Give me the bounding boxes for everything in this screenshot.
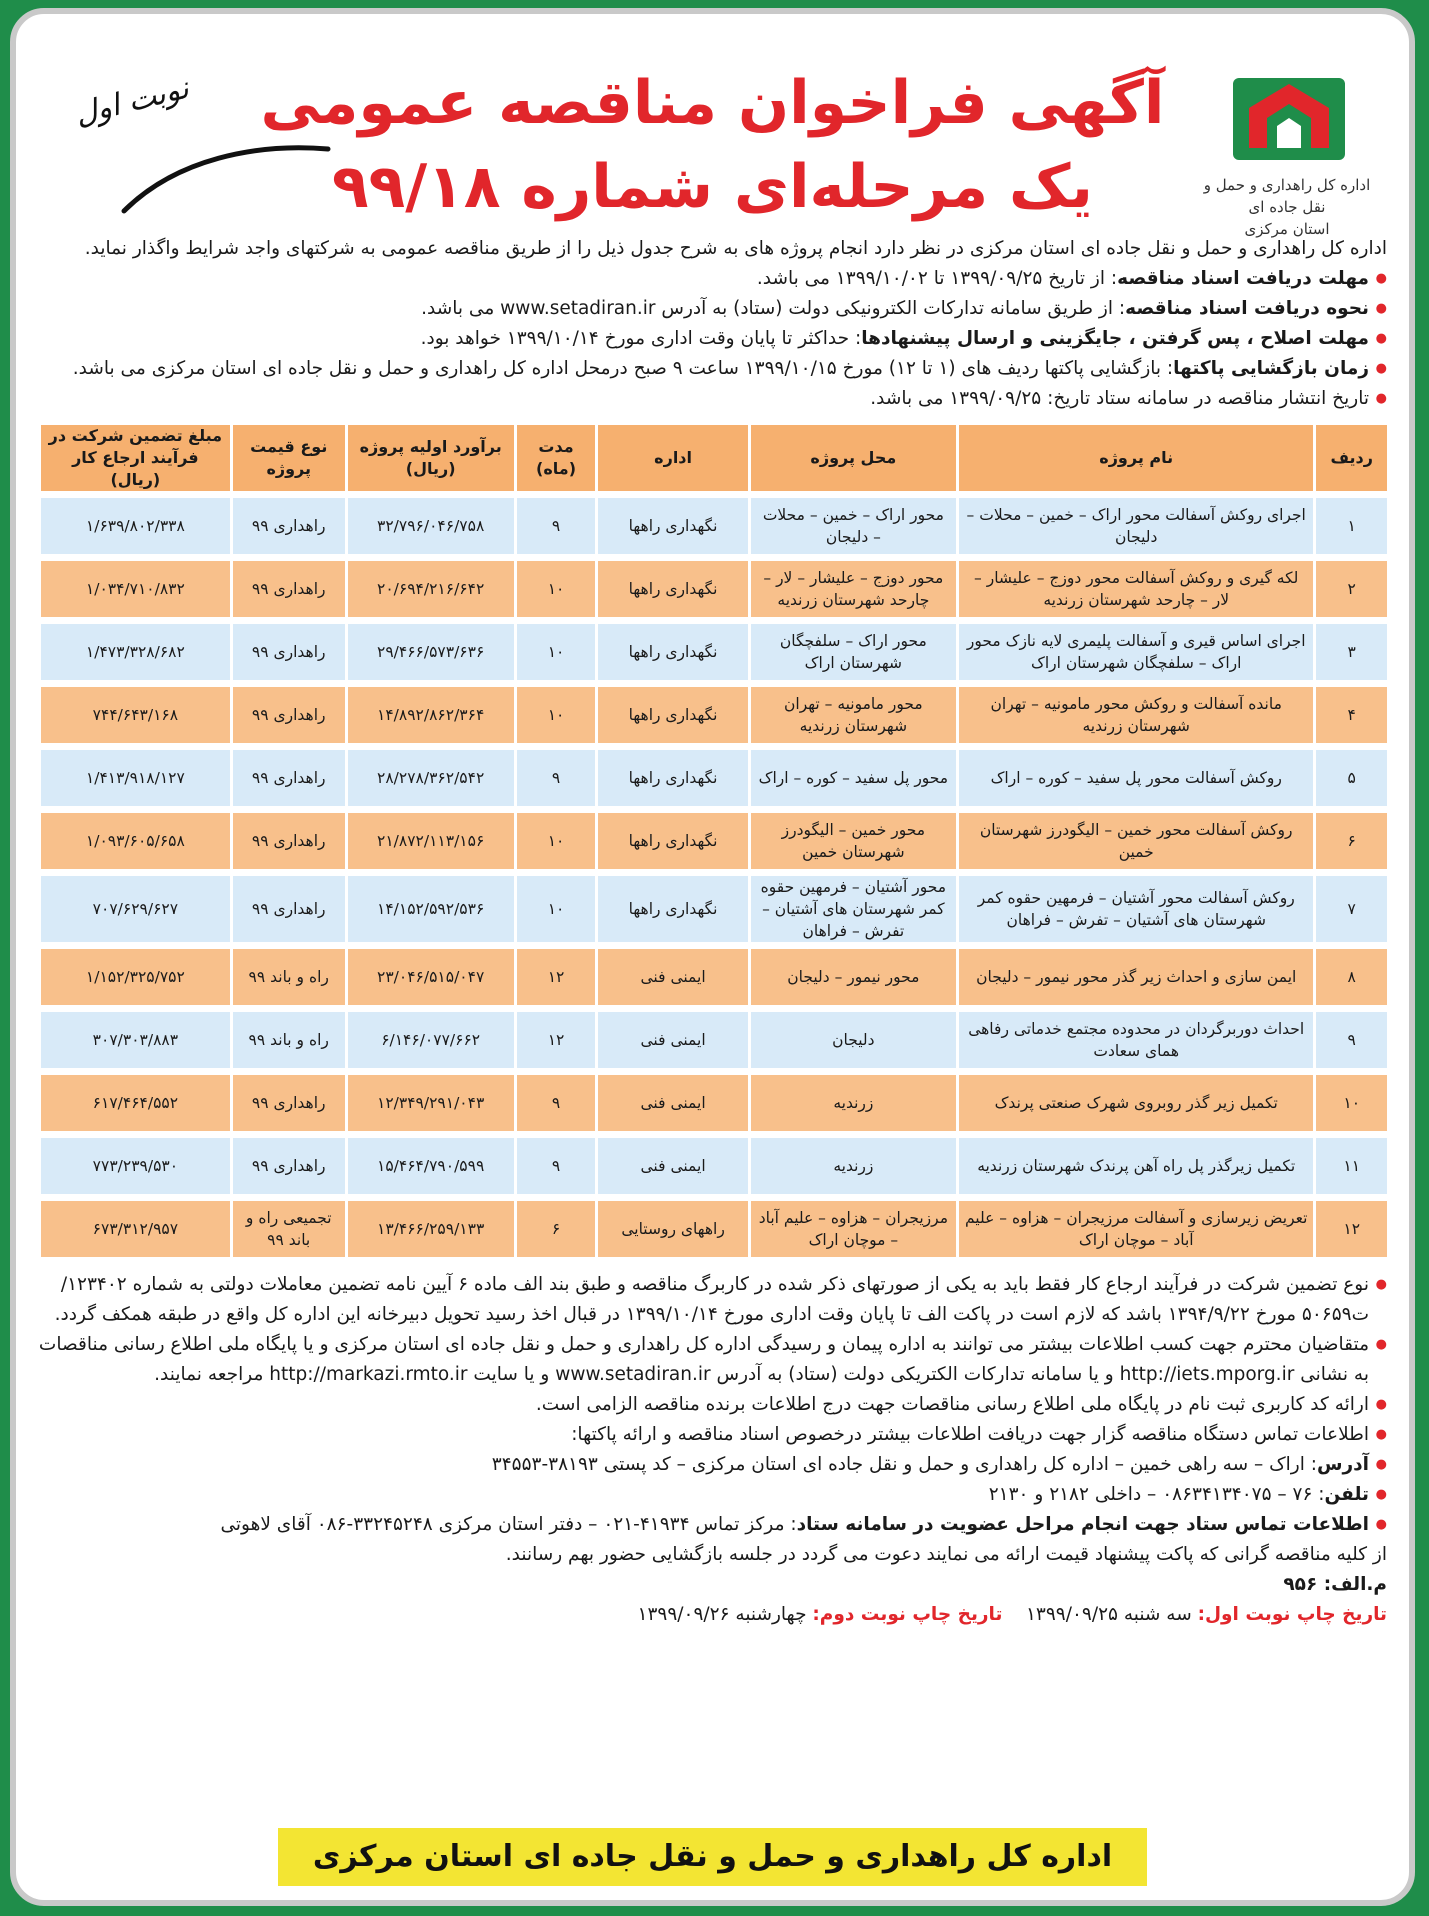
table-row (38, 1138, 1387, 1194)
cell-price-type: تجمیعی راه و باند ۹۹ (230, 1201, 345, 1257)
cell-office: ایمنی فنی (595, 1138, 747, 1194)
col-header-location: محل پروژه (748, 425, 956, 491)
col-header-duration: مدت (ماه) (514, 425, 596, 491)
cell-row-no: ۲ (1313, 561, 1387, 617)
col-header-row-no: ردیف (1313, 425, 1387, 491)
col-header-office: اداره (595, 425, 747, 491)
intro-item-3-text: : حداکثر تا پایان وقت اداری مورخ ۱۳۹۹/۱۰/۱۴ خواهد بود. (420, 328, 862, 349)
cell-price-type: راهداری ۹۹ (230, 876, 345, 942)
cell-office: نگهداری راهها (595, 813, 747, 869)
note-phone (38, 1480, 1387, 1510)
cell-project-name: تکمیل زیر گذر روبروی شهرک صنعتی پرندک (956, 1075, 1313, 1131)
col-header-project-name: نام پروژه (956, 425, 1313, 491)
table-row (38, 750, 1387, 806)
cell-estimate: ۶/۱۴۶/۰۷۷/۶۶۲ (345, 1012, 514, 1068)
print-first-date: سه شنبه ۱۳۹۹/۰۹/۲۵ (1025, 1604, 1192, 1625)
cell-office: نگهداری راهها (595, 498, 747, 554)
cell-duration: ۱۰ (514, 876, 596, 942)
cell-bond: ۱/۴۱۳/۹۱۸/۱۲۷ (38, 750, 230, 806)
cell-project-name: اجرای اساس قیری و آسفالت پلیمری لایه نازک محور اراک – سلفچگان شهرستان اراک (956, 624, 1313, 680)
intro-item-2-label: نحوه دریافت اسناد مناقصه (1125, 298, 1369, 319)
note-2-text: متقاضیان محترم جهت کسب اطلاعات بیشتر می توانند به اداره پیمان و رسیدگی اداره کل راهداری و حمل و نقل جاده ای استان مرکزی و یا پایگاه ملی اطلاع رسانی مناقصات به نشانی http://iets.mporg.ir و یا سامانه تدارکات الکتریکی دولت (ستاد) به آدرس www.setadiran.ir و یا سایت http://markazi.rmto.ir مراجعه نمایند. (38, 1334, 1369, 1385)
note-3-text: ارائه کد کاربری ثبت نام در پایگاه ملی اطلاع رسانی مناقصات جهت درج اطلاعات برنده مناقصه الزامی است. (535, 1394, 1369, 1415)
cell-price-type: راهداری ۹۹ (230, 624, 345, 680)
cell-location: محور پل سفید – کوره – اراک (748, 750, 956, 806)
cell-row-no: ۱ (1313, 498, 1387, 554)
print-dates (38, 1600, 1387, 1630)
cell-office: نگهداری راهها (595, 687, 747, 743)
note-setad-label: اطلاعات تماس ستاد جهت انجام مراحل عضویت در سامانه ستاد (796, 1514, 1369, 1535)
cell-project-name: مانده آسفالت و روکش محور مامونیه – تهران شهرستان زرندیه (956, 687, 1313, 743)
cell-duration: ۱۲ (514, 949, 596, 1005)
cell-project-name: احداث دوربرگردان در محدوده مجتمع خدماتی رفاهی همای سعادت (956, 1012, 1313, 1068)
note-1 (38, 1270, 1387, 1330)
intro-item-2 (38, 294, 1387, 324)
cell-office: نگهداری راهها (595, 876, 747, 942)
intro-item-4-label: زمان بازگشایی پاکتها (1173, 358, 1369, 379)
intro-item-3 (38, 324, 1387, 354)
intro-item-2-text: : از طریق سامانه تدارکات الکترونیکی دولت (ستاد) به آدرس www.setadiran.ir می باشد. (421, 298, 1126, 319)
cell-location: محور اراک – سلفچگان شهرستان اراک (748, 624, 956, 680)
header (38, 34, 1387, 238)
note-address-label: آدرس (1316, 1454, 1369, 1475)
print-second-label: تاریخ چاپ نوبت دوم: (812, 1604, 1003, 1625)
cell-location: محور دوزج – علیشار – لار – چارحد شهرستان زرندیه (748, 561, 956, 617)
col-header-price-type: نوع قیمت پروژه (230, 425, 345, 491)
table-row (38, 949, 1387, 1005)
swoosh-decoration (116, 129, 336, 219)
cell-row-no: ۵ (1313, 750, 1387, 806)
cell-duration: ۱۲ (514, 1012, 596, 1068)
cell-price-type: راهداری ۹۹ (230, 1138, 345, 1194)
note-1-text: نوع تضمین شرکت در فرآیند ارجاع کار فقط باید به یکی از صورتهای ذکر شده در کاربرگ مناقصه و طبق بند الف ماده ۶ آیین نامه تضمین معاملات دولتی به شماره ۱۲۳۴۰۲/ت۵۰۶۵۹ مورخ ۱۳۹۴/۹/۲۲ باشد که لازم است در پاکت الف تا پایان وقت اداری مورخ ۱۳۹۹/۱۰/۱۴ در قبال اخذ رسید تحویل دبیرخانه این اداره کل واقع در طبقه همکف گردد. (54, 1274, 1369, 1325)
cell-row-no: ۳ (1313, 624, 1387, 680)
cell-estimate: ۲۱/۸۷۲/۱۱۳/۱۵۶ (345, 813, 514, 869)
intro-item-5 (38, 384, 1387, 414)
table-row (38, 687, 1387, 743)
cell-bond: ۱/۶۳۹/۸۰۲/۳۳۸ (38, 498, 230, 554)
cell-project-name: ایمن سازی و احداث زیر گذر محور نیمور – دلیجان (956, 949, 1313, 1005)
cell-project-name: روکش آسفالت محور پل سفید – کوره – اراک (956, 750, 1313, 806)
cell-bond: ۶۷۳/۳۱۲/۹۵۷ (38, 1201, 230, 1257)
cell-row-no: ۹ (1313, 1012, 1387, 1068)
footer-band: اداره کل راهداری و حمل و نقل جاده ای استان مرکزی (278, 1828, 1147, 1886)
cell-bond: ۷۰۷/۶۲۹/۶۲۷ (38, 876, 230, 942)
cell-estimate: ۲۹/۴۶۶/۵۷۳/۶۳۶ (345, 624, 514, 680)
cell-duration: ۱۰ (514, 813, 596, 869)
cell-estimate: ۲۰/۶۹۴/۲۱۶/۶۴۲ (345, 561, 514, 617)
cell-estimate: ۲۳/۰۴۶/۵۱۵/۰۴۷ (345, 949, 514, 1005)
cell-estimate: ۱۴/۱۵۲/۵۹۲/۵۳۶ (345, 876, 514, 942)
notes (38, 1270, 1387, 1630)
cell-location: محور آشتیان – فرمهین حقوه کمر شهرستان های آشتیان – تفرش – فراهان (748, 876, 956, 942)
cell-office: ایمنی فنی (595, 1075, 747, 1131)
table-body (38, 498, 1387, 1257)
cell-price-type: راه و باند ۹۹ (230, 1012, 345, 1068)
cell-estimate: ۱۳/۴۶۶/۲۵۹/۱۳۳ (345, 1201, 514, 1257)
note-2 (38, 1330, 1387, 1390)
cell-estimate: ۳۲/۷۹۶/۰۴۶/۷۵۸ (345, 498, 514, 554)
cell-location: محور مامونیه – تهران شهرستان زرندیه (748, 687, 956, 743)
note-setad-text: : مرکز تماس ۴۱۹۳۴-۰۲۱ – دفتر استان مرکزی ۳۳۲۴۵۲۴۸-۰۸۶ آقای لاهوتی (220, 1514, 797, 1535)
cell-office: نگهداری راهها (595, 750, 747, 806)
cell-row-no: ۱۲ (1313, 1201, 1387, 1257)
closing-text: از کلیه مناقصه گرانی که پاکت پیشنهاد قیمت ارائه می نمایند دعوت می گردد در جلسه بازگشایی حضور بهم رسانند. (505, 1544, 1387, 1565)
cell-location: محور نیمور – دلیجان (748, 949, 956, 1005)
cell-bond: ۳۰۷/۳۰۳/۸۸۳ (38, 1012, 230, 1068)
org-caption-line2: استان مرکزی (1244, 220, 1330, 238)
org-caption-line1: اداره کل راهداری و حمل و نقل جاده ای (1203, 176, 1371, 216)
cell-price-type: راهداری ۹۹ (230, 750, 345, 806)
cell-project-name: تکمیل زیرگذر پل راه آهن پرندک شهرستان زرندیه (956, 1138, 1313, 1194)
col-header-bond: مبلغ تضمین شرکت در فرآیند ارجاع کار (ریال) (38, 425, 230, 491)
cell-location: زرندیه (748, 1138, 956, 1194)
cell-estimate: ۲۸/۲۷۸/۳۶۲/۵۴۲ (345, 750, 514, 806)
cell-price-type: راه و باند ۹۹ (230, 949, 345, 1005)
print-first-label: تاریخ چاپ نوبت اول: (1197, 1604, 1387, 1625)
cell-estimate: ۱۲/۳۴۹/۲۹۱/۰۴۳ (345, 1075, 514, 1131)
table-row (38, 624, 1387, 680)
cell-estimate: ۱۴/۸۹۲/۸۶۲/۳۶۴ (345, 687, 514, 743)
page-frame (10, 8, 1415, 1906)
cell-office: نگهداری راهها (595, 624, 747, 680)
cell-location: مرزیجران – هزاوه – علیم آباد – موچان اراک (748, 1201, 956, 1257)
cell-row-no: ۱۰ (1313, 1075, 1387, 1131)
cell-duration: ۹ (514, 750, 596, 806)
cell-price-type: راهداری ۹۹ (230, 687, 345, 743)
cell-estimate: ۱۵/۴۶۴/۷۹۰/۵۹۹ (345, 1138, 514, 1194)
note-4 (38, 1420, 1387, 1450)
intro-item-4 (38, 354, 1387, 384)
title-line2: یک مرحله‌ای شماره ۹۹/۱۸ (332, 152, 1093, 222)
cell-price-type: راهداری ۹۹ (230, 498, 345, 554)
note-4-text: اطلاعات تماس دستگاه مناقصه گزار جهت دریافت اطلاعات بیشتر درخصوص اسناد مناقصه و ارائه پاکتها: (571, 1424, 1369, 1445)
intro-item-5-text: تاریخ انتشار مناقصه در سامانه ستاد تاریخ: ۱۳۹۹/۰۹/۲۵ می باشد. (870, 388, 1369, 409)
cell-bond: ۶۱۷/۴۶۴/۵۵۲ (38, 1075, 230, 1131)
cell-duration: ۹ (514, 498, 596, 554)
cell-office: ایمنی فنی (595, 949, 747, 1005)
intro-item-1-label: مهلت دریافت اسناد مناقصه (1117, 268, 1369, 289)
cell-bond: ۱/۰۹۳/۶۰۵/۶۵۸ (38, 813, 230, 869)
note-phone-label: تلفن (1324, 1484, 1369, 1505)
note-setad-contact (38, 1510, 1387, 1540)
table-header-row (38, 425, 1387, 491)
cell-office: ایمنی فنی (595, 1012, 747, 1068)
cell-location: دلیجان (748, 1012, 956, 1068)
table-row (38, 561, 1387, 617)
round-label: نوبت اول (71, 70, 193, 133)
cell-location: محور خمین – الیگودرز شهرستان خمین (748, 813, 956, 869)
ad-code: م.الف: ۹۵۶ (1283, 1574, 1387, 1595)
table-row (38, 813, 1387, 869)
intro-item-4-text: : بازگشایی پاکتها ردیف های (۱ تا ۱۲) مورخ ۱۳۹۹/۱۰/۱۵ ساعت ۹ صبح درمحل اداره کل راهداری و حمل و نقل جاده ای استان مرکزی می باشد. (72, 358, 1174, 379)
cell-duration: ۹ (514, 1075, 596, 1131)
intro-text: اداره کل راهداری و حمل و نقل جاده ای استان مرکزی در نظر دارد انجام پروژه های به شرح جدول ذیل را از طریق مناقصه عمومی به شرکتهای واجد شرایط واگذار نماید. (84, 238, 1387, 259)
cell-bond: ۱/۴۷۳/۳۲۸/۶۸۲ (38, 624, 230, 680)
cell-location: زرندیه (748, 1075, 956, 1131)
table-row (38, 498, 1387, 554)
cell-project-name: لکه گیری و روکش آسفالت محور دوزج – علیشار – لار – چارحد شهرستان زرندیه (956, 561, 1313, 617)
cell-project-name: روکش آسفالت محور آشتیان – فرمهین حقوه کمر شهرستان های آشتیان – تفرش – فراهان (956, 876, 1313, 942)
note-3 (38, 1390, 1387, 1420)
cell-duration: ۹ (514, 1138, 596, 1194)
table-row (38, 1075, 1387, 1131)
cell-bond: ۱/۱۵۲/۳۲۵/۷۵۲ (38, 949, 230, 1005)
note-address (38, 1450, 1387, 1480)
cell-office: نگهداری راهها (595, 561, 747, 617)
projects-table (38, 418, 1387, 1264)
cell-row-no: ۷ (1313, 876, 1387, 942)
note-phone-text: : ۷۶ – ۰۸۶۳۴۱۳۴۰۷۵ – داخلی ۲۱۸۲ و ۲۱۳۰ (988, 1484, 1325, 1505)
cell-project-name: تعریض زیرسازی و آسفالت مرزیجران – هزاوه – علیم آباد – موچان اراک (956, 1201, 1313, 1257)
col-header-estimate: برآورد اولیه پروژه (ریال) (345, 425, 514, 491)
cell-row-no: ۸ (1313, 949, 1387, 1005)
table-row (38, 1012, 1387, 1068)
intro-item-3-label: مهلت اصلاح ، پس گرفتن ، جایگزینی و ارسال پیشنهادها (861, 328, 1369, 349)
cell-price-type: راهداری ۹۹ (230, 813, 345, 869)
cell-bond: ۷۷۳/۲۳۹/۵۳۰ (38, 1138, 230, 1194)
table-row (38, 1201, 1387, 1257)
cell-duration: ۱۰ (514, 561, 596, 617)
cell-duration: ۶ (514, 1201, 596, 1257)
table-row (38, 876, 1387, 942)
cell-price-type: راهداری ۹۹ (230, 561, 345, 617)
cell-bond: ۱/۰۳۴/۷۱۰/۸۳۲ (38, 561, 230, 617)
cell-duration: ۱۰ (514, 687, 596, 743)
note-address-text: : اراک – سه راهی خمین – اداره کل راهداری و حمل و نقل جاده ای استان مرکزی – کد پستی ۳۸۱۹۳-۳۴۵۵۳ (491, 1454, 1317, 1475)
cell-duration: ۱۰ (514, 624, 596, 680)
intro-item-1-text: : از تاریخ ۱۳۹۹/۰۹/۲۵ تا ۱۳۹۹/۱۰/۰۲ می باشد. (756, 268, 1118, 289)
cell-location: محور اراک – خمین – محلات – دلیجان (748, 498, 956, 554)
cell-row-no: ۶ (1313, 813, 1387, 869)
cell-project-name: اجرای روکش آسفالت محور اراک – خمین – محلات – دلیجان (956, 498, 1313, 554)
title-line1: آگهی فراخوان مناقصه عمومی (260, 68, 1165, 138)
cell-office: راههای روستایی (595, 1201, 747, 1257)
cell-bond: ۷۴۴/۶۴۳/۱۶۸ (38, 687, 230, 743)
cell-row-no: ۴ (1313, 687, 1387, 743)
notice-body (38, 34, 1387, 1880)
cell-price-type: راهداری ۹۹ (230, 1075, 345, 1131)
print-second-date: چهارشنبه ۱۳۹۹/۰۹/۲۶ (637, 1604, 807, 1625)
cell-project-name: روکش آسفالت محور خمین – الیگودرز شهرستان خمین (956, 813, 1313, 869)
cell-row-no: ۱۱ (1313, 1138, 1387, 1194)
intro-item-1 (38, 264, 1387, 294)
